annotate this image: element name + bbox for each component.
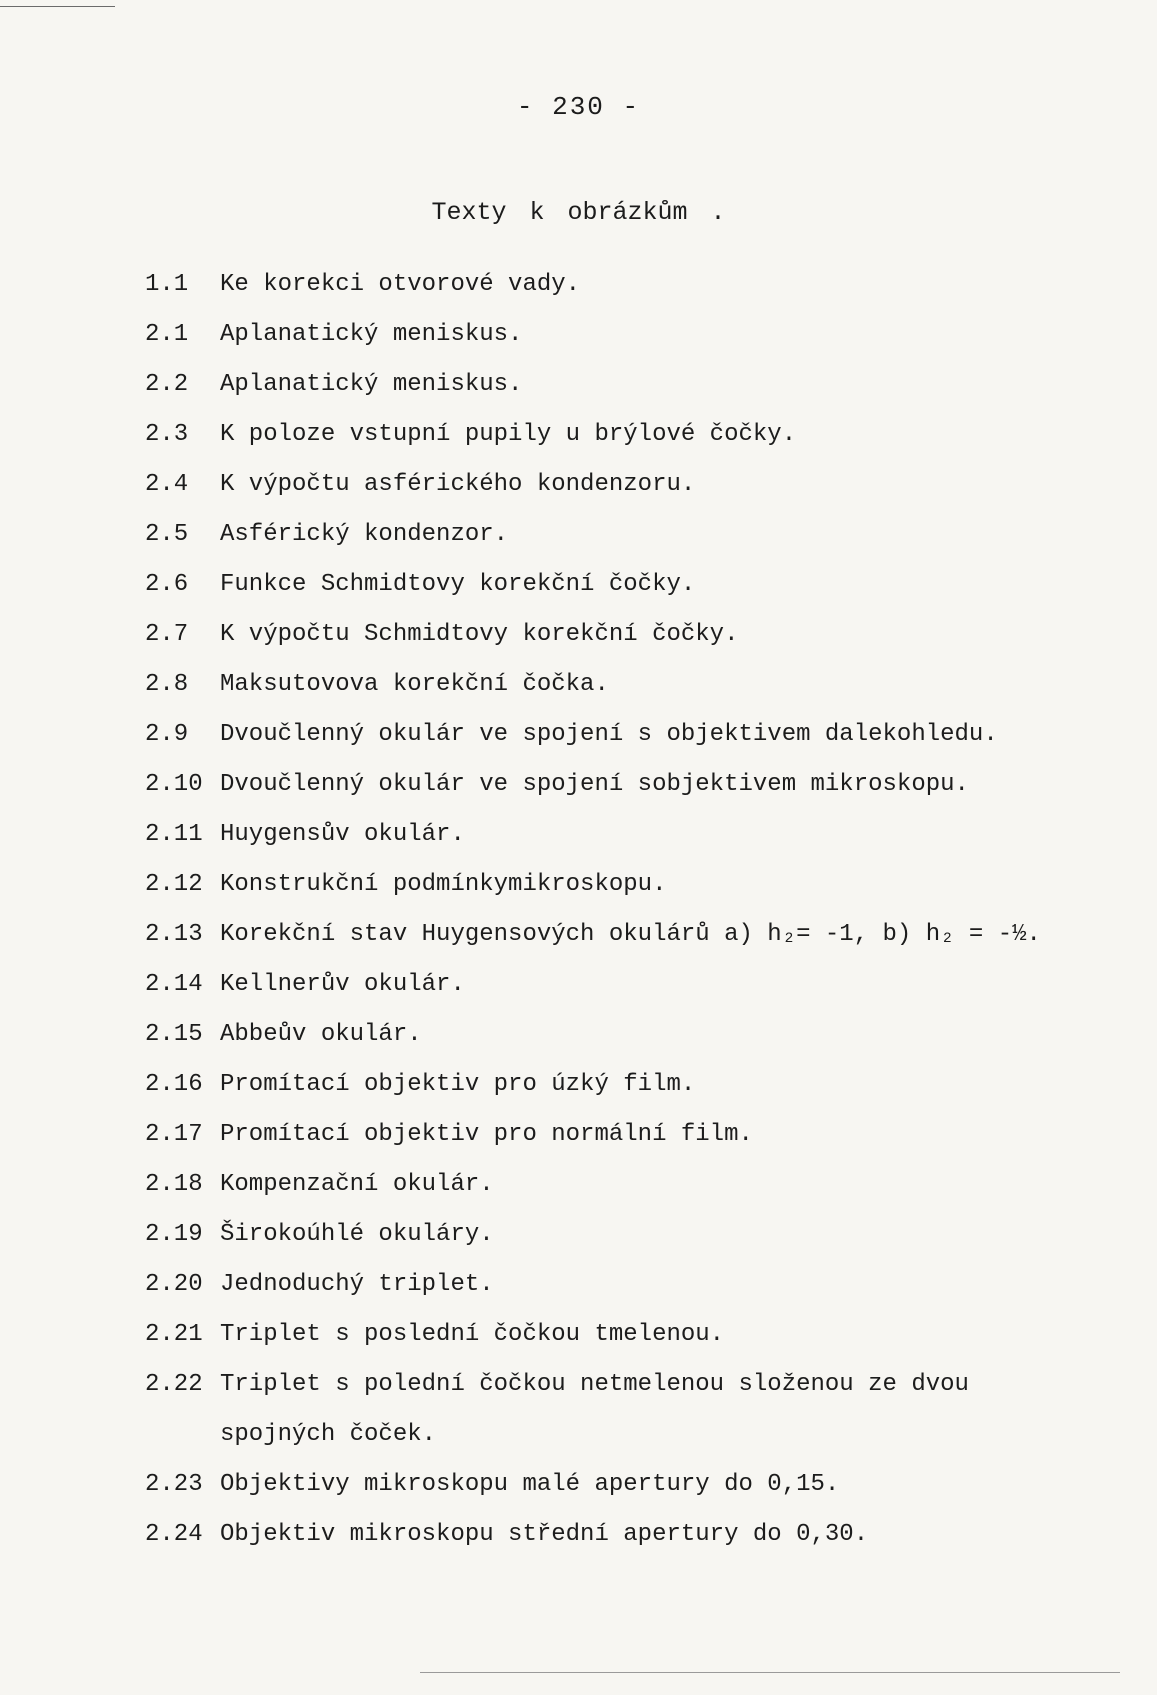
caption-text: Maksutovova korekční čočka.	[220, 671, 609, 698]
page-number: - 230 -	[516, 92, 641, 122]
scan-edge-line-bottom	[420, 1672, 1120, 1673]
caption-item	[145, 410, 1095, 460]
caption-number: 2.2	[145, 371, 189, 398]
caption-number: 2.1	[145, 321, 189, 348]
caption-item	[145, 510, 1095, 560]
caption-item	[145, 760, 1095, 810]
caption-text: Triplet s polední čočkou netmelenou složenou ze dvou spojných čoček.	[220, 1371, 969, 1448]
caption-text: Dvoučlenný okulár ve spojení sobjektivem mikroskopu.	[220, 771, 969, 798]
caption-text: Abbeův okulár.	[220, 1021, 422, 1048]
caption-item	[145, 1360, 1095, 1460]
caption-text: Aplanatický meniskus.	[220, 371, 523, 398]
caption-item	[145, 610, 1095, 660]
caption-item	[145, 960, 1095, 1010]
caption-text: Kellnerův okulár.	[220, 971, 465, 998]
caption-number: 2.16	[145, 1071, 203, 1098]
scan-edge-line-top	[0, 6, 115, 7]
caption-item	[145, 310, 1095, 360]
caption-item	[145, 460, 1095, 510]
caption-item	[145, 1010, 1095, 1060]
caption-number: 2.3	[145, 421, 189, 448]
caption-text: Jednoduchý triplet.	[220, 1271, 494, 1298]
caption-text: Dvoučlenný okulár ve spojení s objektivem dalekohledu.	[220, 721, 998, 748]
caption-number: 2.5	[145, 521, 189, 548]
caption-number: 2.20	[145, 1271, 203, 1298]
caption-number: 2.17	[145, 1121, 203, 1148]
caption-number: 2.21	[145, 1321, 203, 1348]
caption-item	[145, 1460, 1095, 1510]
caption-item	[145, 1060, 1095, 1110]
caption-item	[145, 360, 1095, 410]
caption-number: 2.4	[145, 471, 189, 498]
caption-text: Promítací objektiv pro normální film.	[220, 1121, 753, 1148]
caption-text: Korekční stav Huygensových okulárů a) h₂= -1, b) h₂ = -½.	[220, 921, 1041, 948]
caption-item	[145, 260, 1095, 310]
caption-number: 2.22	[145, 1371, 203, 1398]
caption-number: 2.19	[145, 1221, 203, 1248]
caption-number: 2.13	[145, 921, 203, 948]
caption-item	[145, 860, 1095, 910]
caption-text: Huygensův okulár.	[220, 821, 465, 848]
caption-item	[145, 1310, 1095, 1360]
caption-item	[145, 910, 1095, 960]
caption-number: 2.9	[145, 721, 189, 748]
caption-item	[145, 810, 1095, 860]
caption-number: 2.7	[145, 621, 189, 648]
caption-text: K výpočtu Schmidtovy korekční čočky.	[220, 621, 739, 648]
caption-number: 2.10	[145, 771, 203, 798]
caption-number: 2.15	[145, 1021, 203, 1048]
caption-number: 2.12	[145, 871, 203, 898]
caption-text: Širokoúhlé okuláry.	[220, 1221, 494, 1248]
caption-text: K poloze vstupní pupily u brýlové čočky.	[220, 421, 797, 448]
caption-item	[145, 1160, 1095, 1210]
caption-text: Triplet s poslední čočkou tmelenou.	[220, 1321, 725, 1348]
caption-text: Objektivy mikroskopu malé apertury do 0,15.	[220, 1471, 840, 1498]
caption-number: 2.11	[145, 821, 203, 848]
caption-item	[145, 1510, 1095, 1560]
caption-text: Promítací objektiv pro úzký film.	[220, 1071, 696, 1098]
caption-number: 2.23	[145, 1471, 203, 1498]
caption-number: 1.1	[145, 271, 189, 298]
caption-list	[145, 260, 1095, 1560]
caption-text: Funkce Schmidtovy korekční čočky.	[220, 571, 696, 598]
caption-item	[145, 660, 1095, 710]
caption-text: Ke korekci otvorové vady.	[220, 271, 581, 298]
caption-number: 2.6	[145, 571, 189, 598]
caption-item	[145, 560, 1095, 610]
caption-number: 2.24	[145, 1521, 203, 1548]
caption-item	[145, 1110, 1095, 1160]
caption-text: K výpočtu asférického kondenzoru.	[220, 471, 696, 498]
caption-item	[145, 1260, 1095, 1310]
page-heading: Texty k obrázkům .	[431, 198, 726, 227]
caption-text: Kompenzační okulár.	[220, 1171, 494, 1198]
caption-number: 2.18	[145, 1171, 203, 1198]
caption-item	[145, 710, 1095, 760]
caption-number: 2.8	[145, 671, 189, 698]
caption-number: 2.14	[145, 971, 203, 998]
caption-text: Konstrukční podmínkymikroskopu.	[220, 871, 667, 898]
caption-item	[145, 1210, 1095, 1260]
caption-text: Objektiv mikroskopu střední apertury do 0,30.	[220, 1521, 869, 1548]
caption-text: Aplanatický meniskus.	[220, 321, 523, 348]
caption-text: Asférický kondenzor.	[220, 521, 509, 548]
